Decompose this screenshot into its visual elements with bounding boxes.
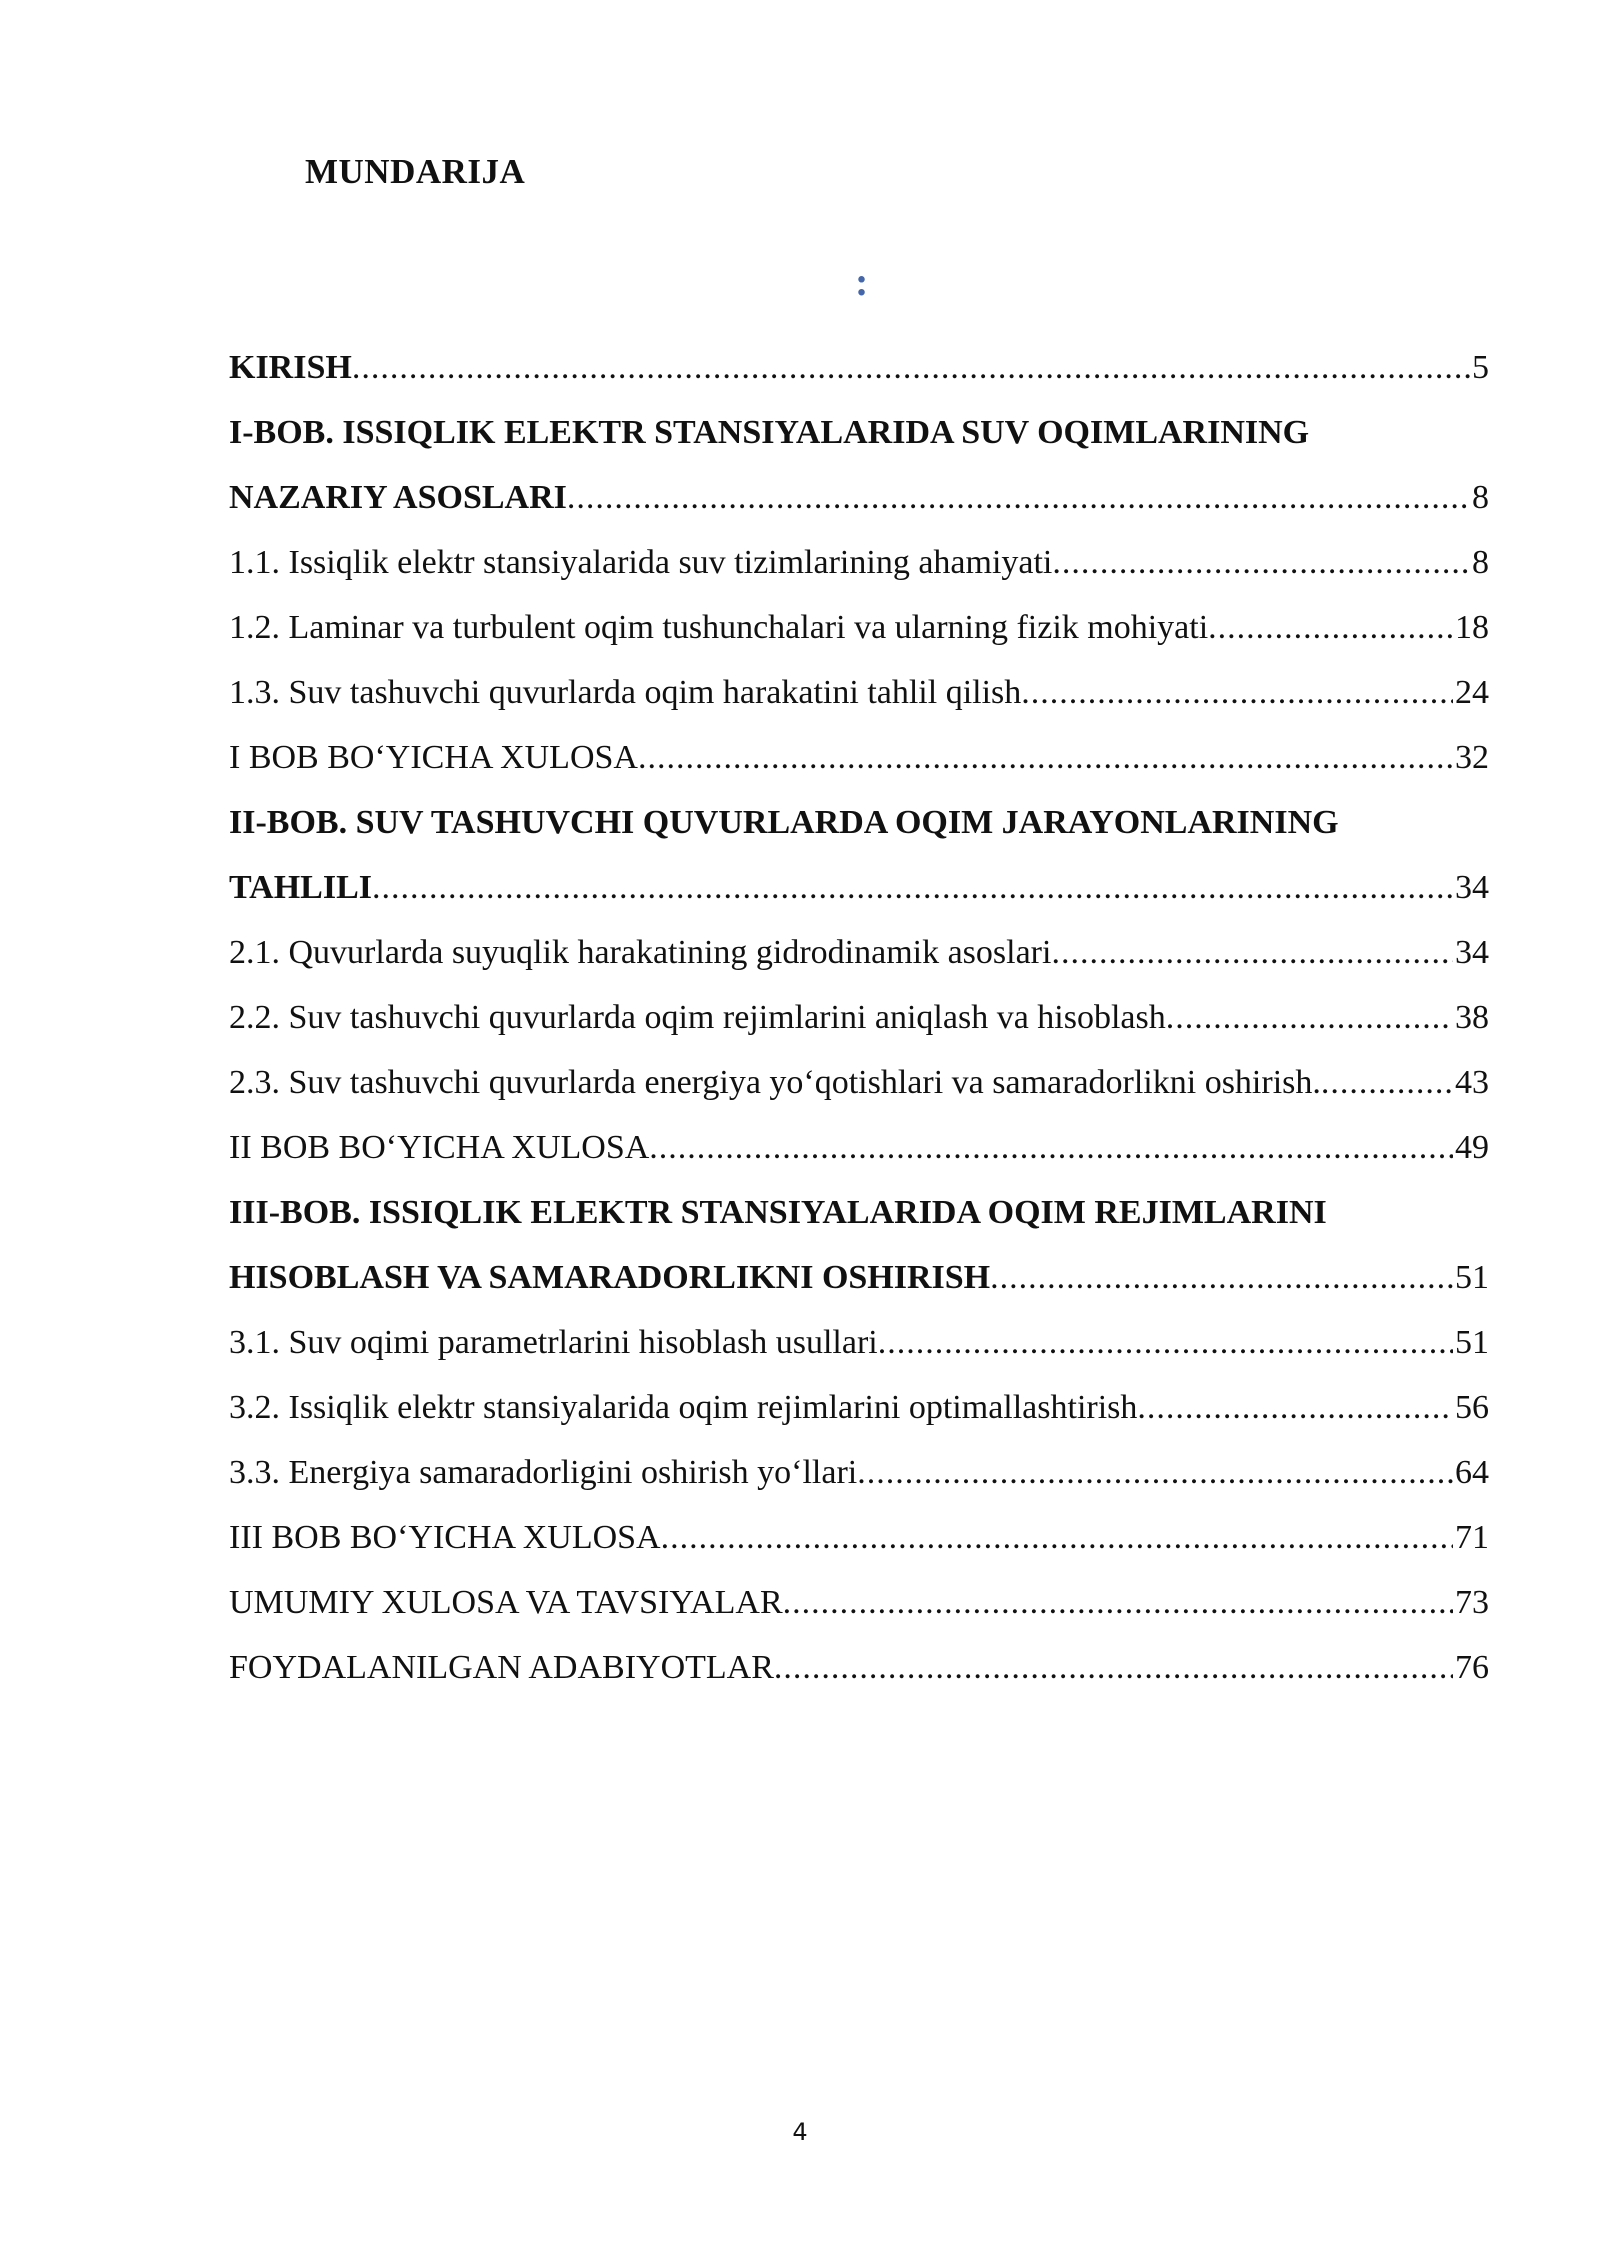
toc-leader-dots [774,1635,1453,1700]
table-of-contents [229,335,1489,1700]
toc-entry-page: 64 [1455,1454,1489,1491]
toc-leader-dots [661,1505,1453,1570]
toc-heading-line[interactable] [229,790,1489,855]
toc-entry[interactable] [229,335,1489,400]
toc-leader-dots [638,725,1453,790]
toc-entry[interactable] [229,985,1489,1050]
toc-entry-title: I BOB BO‘YICHA XULOSA [229,739,638,776]
toc-entry-title: 1.1. Issiqlik elektr stansiyalarida suv tizimlarining ahamiyati [229,544,1053,581]
toc-entry-page: 24 [1455,674,1489,711]
toc-entry[interactable] [229,1440,1489,1505]
toc-entry[interactable] [229,465,1489,530]
toc-leader-dots [1321,1050,1453,1115]
toc-entry-title: KIRISH [229,349,352,386]
toc-entry-title: 3.3. Energiya samaradorligini oshirish yo‘llari [229,1454,858,1491]
toc-entry-page: 43 [1455,1064,1489,1101]
toc-entry-page: 51 [1455,1259,1489,1296]
toc-entry[interactable] [229,725,1489,790]
toc-entry-title: 2.3. Suv tashuvchi quvurlarda energiya yo‘qotishlari va samaradorlikni oshirish. [229,1064,1321,1101]
toc-leader-dots [1208,595,1453,660]
toc-entry-page: 8 [1472,544,1489,581]
toc-entry-title: III BOB BO‘YICHA XULOSA [229,1519,661,1556]
toc-leader-dots [1052,530,1470,595]
toc-entry[interactable] [229,1245,1489,1310]
toc-entry[interactable] [229,530,1489,595]
toc-entry-page: 38 [1455,999,1489,1036]
toc-entry-page: 71 [1455,1519,1489,1556]
toc-entry-title: 2.1. Quvurlarda suyuqlik harakatining gidrodinamik asoslari [229,934,1052,971]
toc-entry[interactable] [229,1310,1489,1375]
toc-entry-title: 2.2. Suv tashuvchi quvurlarda oqim rejimlarini aniqlash va hisoblash [229,999,1166,1036]
toc-heading-line[interactable] [229,400,1489,465]
toc-entry-title: NAZARIY ASOSLARI [229,479,567,516]
toc-leader-dots [372,855,1453,920]
toc-entry-page: 34 [1455,934,1489,971]
toc-entry-page: 76 [1455,1649,1489,1686]
toc-entry-page: 32 [1455,739,1489,776]
toc-entry[interactable] [229,660,1489,725]
toc-entry[interactable] [229,920,1489,985]
toc-leader-dots [857,1440,1453,1505]
toc-leader-dots [1051,920,1453,985]
toc-entry-title: I-BOB. ISSIQLIK ELEKTR STANSIYALARIDA SUV OQIMLARINING [229,414,1310,451]
toc-entry-title: II-BOB. SUV TASHUVCHI QUVURLARDA OQIM JARAYONLARINING [229,804,1339,841]
toc-entry-page: 56 [1455,1389,1489,1426]
toc-entry-title: 3.2. Issiqlik elektr stansiyalarida oqim rejimlarini optimallashtirish [229,1389,1138,1426]
toc-leader-dots [567,465,1470,530]
toc-entry-title: 3.1. Suv oqimi parametrlarini hisoblash usullari [229,1324,878,1361]
toc-leader-dots [1021,660,1453,725]
toc-entry-title: II BOB BO‘YICHA XULOSA [229,1129,650,1166]
toc-entry-page: 8 [1472,479,1489,516]
toc-entry-page: 5 [1472,349,1489,386]
toc-entry-title: 1.3. Suv tashuvchi quvurlarda oqim harakatini tahlil qilish [229,674,1022,711]
toc-entry-title: TAHLILI [229,869,372,906]
page-title: MUNDARIJA [305,152,526,191]
toc-entry[interactable] [229,1570,1489,1635]
toc-leader-dots [352,335,1470,400]
toc-entry-page: 51 [1455,1324,1489,1361]
toc-leader-dots [878,1310,1453,1375]
toc-entry-title: III-BOB. ISSIQLIK ELEKTR STANSIYALARIDA OQIM REJIMLARINI [229,1194,1327,1231]
toc-entry[interactable] [229,1635,1489,1700]
toc-entry[interactable] [229,1050,1489,1115]
toc-leader-dots [1166,985,1453,1050]
separator-mark: : [855,259,869,304]
toc-entry-title: 1.2. Laminar va turbulent oqim tushunchalari va ularning fizik mohiyati [229,609,1209,646]
toc-entry-title: UMUMIY XULOSA VA TAVSIYALAR [229,1584,783,1621]
toc-leader-dots [649,1115,1453,1180]
toc-entry[interactable] [229,1375,1489,1440]
toc-entry-title: FOYDALANILGAN ADABIYOTLAR [229,1649,774,1686]
toc-entry-title: HISOBLASH VA SAMARADORLIKNI OSHIRISH [229,1259,991,1296]
toc-entry-page: 73 [1455,1584,1489,1621]
toc-leader-dots [990,1245,1453,1310]
toc-entry[interactable] [229,855,1489,920]
toc-heading-line[interactable] [229,1180,1489,1245]
toc-entry[interactable] [229,595,1489,660]
page-number: 4 [792,2118,808,2146]
toc-entry[interactable] [229,1505,1489,1570]
toc-entry-page: 18 [1455,609,1489,646]
toc-leader-dots [1137,1375,1453,1440]
toc-entry-page: 34 [1455,869,1489,906]
toc-entry[interactable] [229,1115,1489,1180]
toc-entry-page: 49 [1455,1129,1489,1166]
toc-leader-dots [783,1570,1453,1635]
